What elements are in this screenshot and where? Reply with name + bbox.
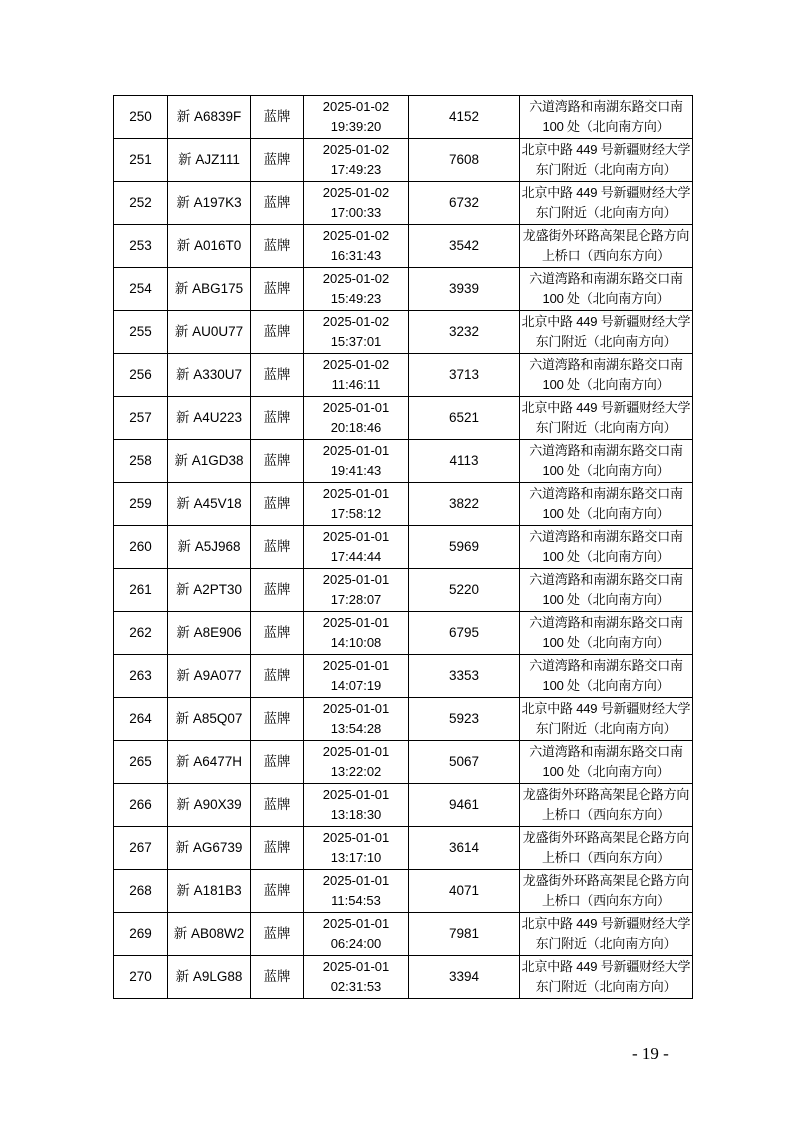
capture-time: 17:44:44 xyxy=(330,549,382,564)
capture-date: 2025-01-02 xyxy=(322,142,390,157)
table-row xyxy=(114,612,693,655)
record-code: 3394 xyxy=(409,956,520,999)
location-line: 上桥口（西向东方向） xyxy=(541,248,670,263)
plate-color: 蓝牌 xyxy=(251,526,304,569)
capture-date: 2025-01-02 xyxy=(322,314,390,329)
location-line: 东门附近（北向南方向） xyxy=(535,721,677,736)
table-row xyxy=(114,698,693,741)
location-line: 六道湾路和南湖东路交口南 xyxy=(529,744,683,759)
row-number: 267 xyxy=(114,827,168,870)
plate-color: 蓝牌 xyxy=(251,655,304,698)
record-code: 4152 xyxy=(409,96,520,139)
capture-datetime xyxy=(304,784,409,827)
location-line: 100 处（北向南方向） xyxy=(542,119,670,134)
capture-datetime xyxy=(304,139,409,182)
capture-datetime xyxy=(304,913,409,956)
capture-time: 13:22:02 xyxy=(330,764,382,779)
location xyxy=(520,569,693,612)
location-line: 北京中路 449 号新疆财经大学 xyxy=(521,185,691,200)
capture-date: 2025-01-01 xyxy=(322,443,390,458)
plate-number: 新 A6839F xyxy=(168,96,251,139)
location-line: 北京中路 449 号新疆财经大学 xyxy=(521,959,691,974)
table-row xyxy=(114,913,693,956)
location xyxy=(520,139,693,182)
record-code: 3614 xyxy=(409,827,520,870)
capture-time: 20:18:46 xyxy=(330,420,382,435)
table-row xyxy=(114,397,693,440)
location-line: 100 处（北向南方向） xyxy=(542,377,670,392)
plate-number: 新 A330U7 xyxy=(168,354,251,397)
plate-number: 新 A8E906 xyxy=(168,612,251,655)
row-number: 263 xyxy=(114,655,168,698)
location-line: 100 处（北向南方向） xyxy=(542,678,670,693)
location xyxy=(520,913,693,956)
location-line: 北京中路 449 号新疆财经大学 xyxy=(521,400,691,415)
location-line: 100 处（北向南方向） xyxy=(542,764,670,779)
location-line: 北京中路 449 号新疆财经大学 xyxy=(521,314,691,329)
record-code: 7608 xyxy=(409,139,520,182)
capture-date: 2025-01-01 xyxy=(322,744,390,759)
location xyxy=(520,311,693,354)
capture-datetime xyxy=(304,698,409,741)
plate-color: 蓝牌 xyxy=(251,569,304,612)
location-line: 龙盛街外环路高架昆仑路方向 xyxy=(522,873,690,888)
capture-time: 13:54:28 xyxy=(330,721,382,736)
location-line: 100 处（北向南方向） xyxy=(542,291,670,306)
row-number: 258 xyxy=(114,440,168,483)
table-row xyxy=(114,182,693,225)
records-table-body xyxy=(114,96,693,999)
row-number: 265 xyxy=(114,741,168,784)
capture-date: 2025-01-01 xyxy=(322,701,390,716)
location xyxy=(520,354,693,397)
capture-date: 2025-01-02 xyxy=(322,99,390,114)
capture-datetime xyxy=(304,870,409,913)
row-number: 268 xyxy=(114,870,168,913)
record-code: 4071 xyxy=(409,870,520,913)
location xyxy=(520,741,693,784)
record-code: 5923 xyxy=(409,698,520,741)
table-row xyxy=(114,526,693,569)
plate-color: 蓝牌 xyxy=(251,182,304,225)
plate-number: 新 A90X39 xyxy=(168,784,251,827)
capture-time: 17:00:33 xyxy=(330,205,382,220)
capture-date: 2025-01-01 xyxy=(322,572,390,587)
plate-number: 新 AU0U77 xyxy=(168,311,251,354)
location xyxy=(520,268,693,311)
table-row xyxy=(114,225,693,268)
location-line: 东门附近（北向南方向） xyxy=(535,420,677,435)
location-line: 100 处（北向南方向） xyxy=(542,463,670,478)
page-number: - 19 - xyxy=(632,1044,669,1063)
location-line: 龙盛街外环路高架昆仑路方向 xyxy=(522,787,690,802)
capture-time: 11:54:53 xyxy=(331,893,381,908)
record-code: 6732 xyxy=(409,182,520,225)
capture-time: 17:49:23 xyxy=(330,162,382,177)
plate-color: 蓝牌 xyxy=(251,311,304,354)
capture-datetime xyxy=(304,827,409,870)
table-row xyxy=(114,956,693,999)
capture-datetime xyxy=(304,225,409,268)
capture-time: 14:10:08 xyxy=(330,635,382,650)
plate-color: 蓝牌 xyxy=(251,96,304,139)
location xyxy=(520,655,693,698)
table-row xyxy=(114,354,693,397)
plate-color: 蓝牌 xyxy=(251,956,304,999)
record-code: 5969 xyxy=(409,526,520,569)
record-code: 9461 xyxy=(409,784,520,827)
plate-number: 新 A2PT30 xyxy=(168,569,251,612)
location xyxy=(520,483,693,526)
row-number: 266 xyxy=(114,784,168,827)
location-line: 东门附近（北向南方向） xyxy=(535,334,677,349)
plate-number: 新 AB08W2 xyxy=(168,913,251,956)
row-number: 260 xyxy=(114,526,168,569)
capture-datetime xyxy=(304,526,409,569)
location xyxy=(520,698,693,741)
location-line: 六道湾路和南湖东路交口南 xyxy=(529,357,683,372)
plate-number: 新 A9A077 xyxy=(168,655,251,698)
capture-datetime xyxy=(304,655,409,698)
capture-time: 19:39:20 xyxy=(330,119,382,134)
plate-number: 新 ABG175 xyxy=(168,268,251,311)
table-row xyxy=(114,870,693,913)
capture-date: 2025-01-02 xyxy=(322,185,390,200)
row-number: 253 xyxy=(114,225,168,268)
location-line: 100 处（北向南方向） xyxy=(542,635,670,650)
capture-time: 16:31:43 xyxy=(330,248,382,263)
record-code: 5220 xyxy=(409,569,520,612)
record-code: 6795 xyxy=(409,612,520,655)
capture-datetime xyxy=(304,741,409,784)
capture-time: 13:17:10 xyxy=(330,850,382,865)
capture-time: 19:41:43 xyxy=(330,463,382,478)
plate-number: 新 AG6739 xyxy=(168,827,251,870)
plate-color: 蓝牌 xyxy=(251,483,304,526)
capture-date: 2025-01-01 xyxy=(322,615,390,630)
capture-date: 2025-01-01 xyxy=(322,830,390,845)
plate-number: 新 AJZ111 xyxy=(168,139,251,182)
plate-color: 蓝牌 xyxy=(251,741,304,784)
plate-number: 新 A1GD38 xyxy=(168,440,251,483)
row-number: 259 xyxy=(114,483,168,526)
table-row xyxy=(114,268,693,311)
capture-time: 15:49:23 xyxy=(330,291,382,306)
table-row xyxy=(114,655,693,698)
plate-number: 新 A016T0 xyxy=(168,225,251,268)
record-code: 6521 xyxy=(409,397,520,440)
capture-date: 2025-01-01 xyxy=(322,529,390,544)
record-code: 4113 xyxy=(409,440,520,483)
capture-date: 2025-01-01 xyxy=(322,873,390,888)
record-code: 7981 xyxy=(409,913,520,956)
location-line: 六道湾路和南湖东路交口南 xyxy=(529,529,683,544)
capture-datetime xyxy=(304,311,409,354)
plate-number: 新 A6477H xyxy=(168,741,251,784)
table-row xyxy=(114,569,693,612)
location-line: 上桥口（西向东方向） xyxy=(541,807,670,822)
location-line: 100 处（北向南方向） xyxy=(542,506,670,521)
row-number: 250 xyxy=(114,96,168,139)
capture-datetime xyxy=(304,569,409,612)
location-line: 100 处（北向南方向） xyxy=(542,549,670,564)
capture-datetime xyxy=(304,440,409,483)
row-number: 251 xyxy=(114,139,168,182)
location-line: 东门附近（北向南方向） xyxy=(535,979,677,994)
table-row xyxy=(114,483,693,526)
row-number: 270 xyxy=(114,956,168,999)
location xyxy=(520,440,693,483)
plate-color: 蓝牌 xyxy=(251,354,304,397)
plate-color: 蓝牌 xyxy=(251,268,304,311)
location xyxy=(520,397,693,440)
capture-date: 2025-01-02 xyxy=(322,228,390,243)
table-row xyxy=(114,311,693,354)
capture-date: 2025-01-02 xyxy=(322,271,390,286)
plate-number: 新 A85Q07 xyxy=(168,698,251,741)
plate-color: 蓝牌 xyxy=(251,139,304,182)
records-table xyxy=(113,95,693,999)
capture-time: 13:18:30 xyxy=(330,807,382,822)
location-line: 100 处（北向南方向） xyxy=(542,592,670,607)
row-number: 261 xyxy=(114,569,168,612)
capture-time: 15:37:01 xyxy=(330,334,382,349)
capture-datetime xyxy=(304,956,409,999)
record-code: 3822 xyxy=(409,483,520,526)
capture-datetime xyxy=(304,268,409,311)
location-line: 东门附近（北向南方向） xyxy=(535,162,677,177)
location xyxy=(520,956,693,999)
capture-time: 06:24:00 xyxy=(330,936,382,951)
location-line: 六道湾路和南湖东路交口南 xyxy=(529,271,683,286)
capture-date: 2025-01-01 xyxy=(322,916,390,931)
capture-datetime xyxy=(304,612,409,655)
plate-color: 蓝牌 xyxy=(251,225,304,268)
record-code: 3232 xyxy=(409,311,520,354)
capture-date: 2025-01-02 xyxy=(322,357,390,372)
capture-time: 11:46:11 xyxy=(331,377,381,392)
plate-color: 蓝牌 xyxy=(251,397,304,440)
plate-number: 新 A197K3 xyxy=(168,182,251,225)
table-row xyxy=(114,741,693,784)
location xyxy=(520,784,693,827)
location-line: 六道湾路和南湖东路交口南 xyxy=(529,443,683,458)
row-number: 254 xyxy=(114,268,168,311)
plate-color: 蓝牌 xyxy=(251,440,304,483)
table-row xyxy=(114,139,693,182)
location-line: 东门附近（北向南方向） xyxy=(535,936,677,951)
capture-date: 2025-01-01 xyxy=(322,400,390,415)
table-row xyxy=(114,827,693,870)
row-number: 252 xyxy=(114,182,168,225)
capture-date: 2025-01-01 xyxy=(322,486,390,501)
plate-color: 蓝牌 xyxy=(251,612,304,655)
location-line: 六道湾路和南湖东路交口南 xyxy=(529,572,683,587)
capture-time: 14:07:19 xyxy=(330,678,382,693)
location-line: 东门附近（北向南方向） xyxy=(535,205,677,220)
plate-color: 蓝牌 xyxy=(251,784,304,827)
capture-date: 2025-01-01 xyxy=(322,959,390,974)
location xyxy=(520,612,693,655)
location-line: 六道湾路和南湖东路交口南 xyxy=(529,658,683,673)
row-number: 255 xyxy=(114,311,168,354)
location-line: 龙盛街外环路高架昆仑路方向 xyxy=(522,228,690,243)
location-line: 北京中路 449 号新疆财经大学 xyxy=(521,701,691,716)
table-row xyxy=(114,96,693,139)
plate-color: 蓝牌 xyxy=(251,827,304,870)
location-line: 六道湾路和南湖东路交口南 xyxy=(529,486,683,501)
capture-date: 2025-01-01 xyxy=(322,658,390,673)
capture-time: 17:28:07 xyxy=(330,592,382,607)
record-code: 3713 xyxy=(409,354,520,397)
capture-datetime xyxy=(304,397,409,440)
location xyxy=(520,827,693,870)
location xyxy=(520,96,693,139)
record-code: 5067 xyxy=(409,741,520,784)
plate-color: 蓝牌 xyxy=(251,698,304,741)
capture-datetime xyxy=(304,483,409,526)
capture-datetime xyxy=(304,96,409,139)
location xyxy=(520,870,693,913)
capture-datetime xyxy=(304,182,409,225)
capture-datetime xyxy=(304,354,409,397)
location-line: 北京中路 449 号新疆财经大学 xyxy=(521,916,691,931)
location xyxy=(520,526,693,569)
location-line: 北京中路 449 号新疆财经大学 xyxy=(521,142,691,157)
location-line: 六道湾路和南湖东路交口南 xyxy=(529,615,683,630)
location-line: 龙盛街外环路高架昆仑路方向 xyxy=(522,830,690,845)
location xyxy=(520,225,693,268)
row-number: 256 xyxy=(114,354,168,397)
table-row xyxy=(114,784,693,827)
record-code: 3542 xyxy=(409,225,520,268)
plate-color: 蓝牌 xyxy=(251,870,304,913)
capture-time: 02:31:53 xyxy=(330,979,382,994)
row-number: 269 xyxy=(114,913,168,956)
plate-number: 新 A5J968 xyxy=(168,526,251,569)
capture-date: 2025-01-01 xyxy=(322,787,390,802)
location-line: 六道湾路和南湖东路交口南 xyxy=(529,99,683,114)
plate-number: 新 A45V18 xyxy=(168,483,251,526)
location-line: 上桥口（西向东方向） xyxy=(541,850,670,865)
location xyxy=(520,182,693,225)
plate-number: 新 A9LG88 xyxy=(168,956,251,999)
row-number: 262 xyxy=(114,612,168,655)
row-number: 257 xyxy=(114,397,168,440)
plate-number: 新 A181B3 xyxy=(168,870,251,913)
plate-number: 新 A4U223 xyxy=(168,397,251,440)
plate-color: 蓝牌 xyxy=(251,913,304,956)
record-code: 3939 xyxy=(409,268,520,311)
capture-time: 17:58:12 xyxy=(330,506,382,521)
table-row xyxy=(114,440,693,483)
record-code: 3353 xyxy=(409,655,520,698)
location-line: 上桥口（西向东方向） xyxy=(541,893,670,908)
row-number: 264 xyxy=(114,698,168,741)
